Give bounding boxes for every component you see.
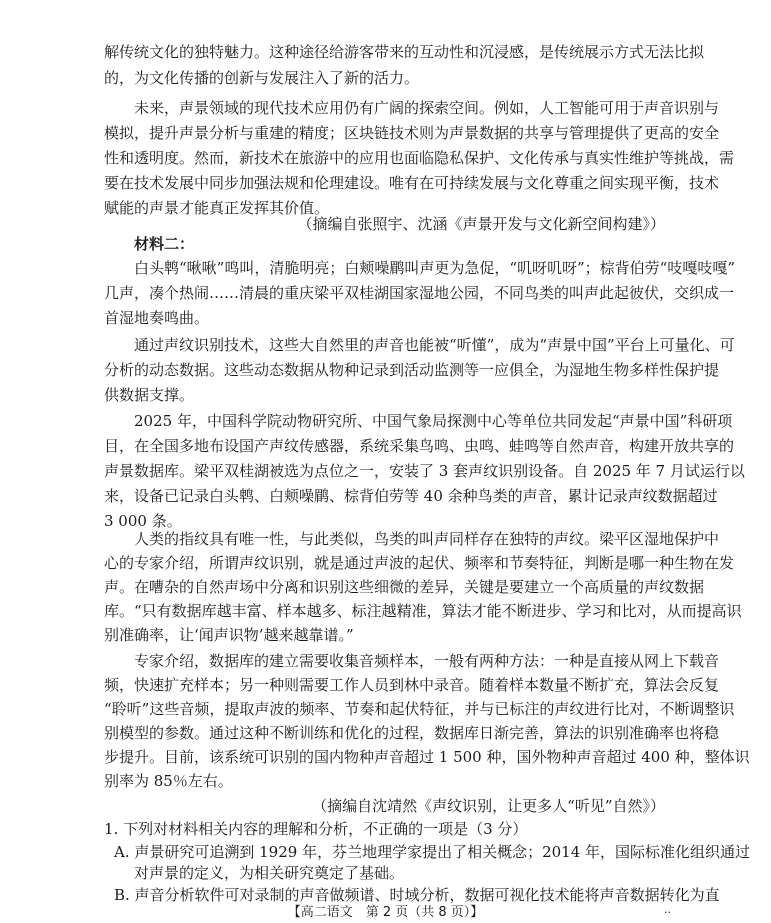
- text-line: 专家介绍，数据库的建立需要收集音频样本，一般有两种方法：一种是直接从网上下载音: [134, 652, 720, 670]
- text-line: 几声，凑个热闹……清晨的重庆梁平双桂湖国家湿地公园，不同鸟类的叫声此起彼伏，交织成一: [104, 284, 735, 302]
- text-line: 目，在全国多地布设国产声纹传感器，系统采集鸟鸣、虫鸣、蛙鸣等自然声音，构建开放共享的: [104, 437, 735, 455]
- text-line: 别率为 85％左右。: [104, 772, 233, 790]
- text-line: 心的专家介绍，所谓声纹识别，就是通过声波的起伏、频率和节奏特征，判断是哪一种生物在发: [104, 554, 735, 572]
- text-line: 来，设备已记录白头鹎、白颊噪鹛、棕背伯劳等 40 余种鸟类的声音，累计记录声纹数据超过: [104, 487, 718, 505]
- option-a: A. 声景研究可追溯到 1929 年，芬兰地理学家提出了相关概念；2014 年，国际标准化组织通过: [114, 843, 751, 861]
- text-line: 解传统文化的独特魅力。这种途径给游客带来的互动性和沉浸感，是传统展示方式无法比拟: [104, 43, 705, 61]
- question-1: 1. 下列对材料相关内容的理解和分析，不正确的一项是（3 分）: [104, 820, 528, 838]
- text-line: 声景数据库。梁平双桂湖被选为点位之一，安装了 3 套声纹识别设备。自 2025 年 7 月试运行以: [104, 462, 745, 480]
- text-line: 赋能的声景才能真正发挥其价值。: [104, 199, 330, 217]
- text-line: 要在技术发展中同步加强法规和伦理建设。唯有在可持续发展与文化尊重之间实现平衡，技术: [104, 174, 720, 192]
- source-citation: （摘编自沈靖然《声纹识别，让更多人“听见”自然》）: [312, 797, 665, 815]
- option-a-cont: 对声景的定义，为相关研究奠定了基础。: [134, 864, 405, 882]
- option-b: B. 声音分析软件可对录制的声音做频谱、时域分析，数据可视化技术能将声音数据转化为直: [114, 886, 720, 904]
- text-line: 未来，声景领域的现代技术应用仍有广阔的探索空间。例如，人工智能可用于声音识别与: [134, 99, 720, 117]
- text-line: 步提升。目前，该系统可识别的国内物种声音超过 1 500 种，国外物种声音超过 400 种，整体识: [104, 748, 750, 766]
- text-line: 性和透明度。然而，新技术在旅游中的应用也面临隐私保护、文化传承与真实性维护等挑战，需: [104, 149, 735, 167]
- text-line: 首湿地奏鸣曲。: [104, 309, 210, 327]
- text-line: 3 000 条。: [104, 512, 182, 530]
- text-line: 人类的指纹具有唯一性，与此类似，鸟类的叫声同样存在独特的声纹。梁平区湿地保护中: [134, 530, 720, 548]
- text-line: 模拟，提升声景分析与重建的精度；区块链技术则为声景数据的共享与管理提供了更高的安全: [104, 124, 720, 142]
- text-line: 的，为文化传播的创新与发展注入了新的活力。: [104, 69, 420, 87]
- text-line: 别准确率，让‘闻声识物’越来越靠谱。”: [104, 626, 354, 644]
- text-line: 频，快速扩充样本；另一种则需要工作人员到林中录音。随着样本数量不断扩充，算法会反复: [104, 676, 720, 694]
- text-line: 别模型的参数。通过这种不断训练和优化的过程，数据库日渐完善，算法的识别准确率也将稳: [104, 724, 720, 742]
- text-line: 供数据支撑。: [104, 386, 195, 404]
- source-citation: （摘编自张照宇、沈涵《声景开发与文化新空间构建》）: [297, 215, 665, 233]
- text-line: 白头鹎“啾啾”鸣叫，清脆明亮；白颊噪鹛叫声更为急促，“叽呀叽呀”；棕背伯劳“吱嘎吱嘎”: [134, 259, 736, 277]
- section-heading: 材料二：: [134, 235, 195, 253]
- text-line: “聆听”这些音频，提取声波的频率、节奏和起伏特征，并与已标注的声纹进行比对，不断调整识: [104, 700, 735, 718]
- text-line: 通过声纹识别技术，这些大自然里的声音也能被“听懂”，成为“声景中国”平台上可量化、可: [134, 336, 735, 354]
- text-line: 声。在嘈杂的自然声场中分离和识别这些细微的差异，关键是要建立一个高质量的声纹数据: [104, 578, 705, 596]
- page-footer: 【高二语文 第 2 页（共 8 页）】: [287, 905, 484, 920]
- footer-mark: ··: [664, 906, 671, 919]
- text-line: 库。“只有数据库越丰富、样本越多、标注越精准，算法才能不断进步、学习和比对，从而提高识: [104, 602, 742, 620]
- text-line: 分析的动态数据。这些动态数据从物种记录到活动监测等一应俱全，为湿地生物多样性保护提: [104, 361, 720, 379]
- text-line: 2025 年，中国科学院动物研究所、中国气象局探测中心等单位共同发起“声景中国”科研项: [134, 412, 733, 430]
